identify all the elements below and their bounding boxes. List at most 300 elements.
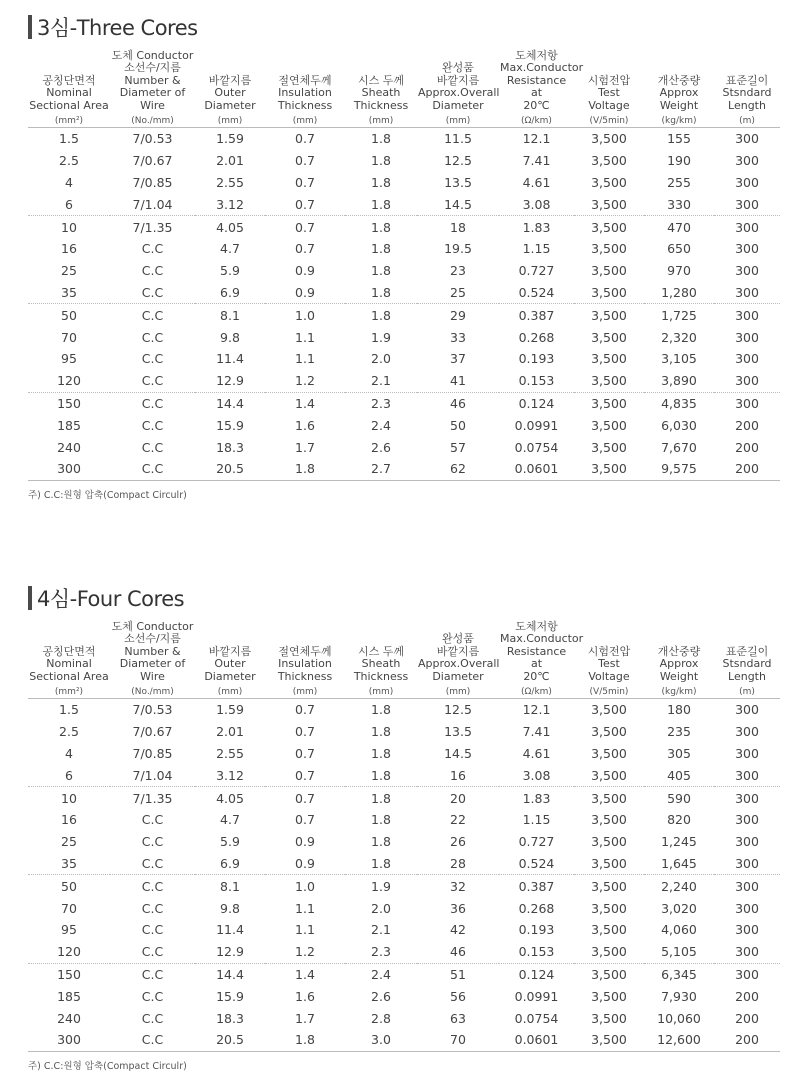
table-cell: 0.0991: [514, 988, 559, 1004]
header-line: 20℃: [523, 98, 550, 112]
spec-table: [28, 617, 780, 1052]
table-cell: 3,500: [591, 196, 627, 212]
table-cell: 3,500: [591, 767, 627, 783]
table-cell: 0.7: [295, 131, 315, 147]
table-cell: 3,500: [574, 1029, 644, 1051]
table-cell: 0.9: [295, 263, 315, 279]
table-cell: 3,500: [591, 922, 627, 938]
table-cell: 8.1: [195, 304, 265, 326]
table-cell: 3,105: [661, 351, 697, 367]
header-line: Diameter: [204, 98, 256, 112]
header-korean: 공칭단면적: [42, 73, 96, 87]
table-row: [28, 853, 780, 875]
unit-cell: (Ω/km): [499, 685, 574, 699]
table-cell: 0.0991: [514, 417, 559, 433]
table-cell: 5.9: [220, 263, 240, 279]
table-cell: 1,645: [661, 855, 697, 871]
table-cell: 28: [450, 855, 466, 871]
table-cell: 300: [735, 329, 759, 345]
table-cell: 6,345: [644, 963, 714, 985]
column-header: [714, 46, 780, 114]
unit-cell: (mm²): [28, 685, 110, 699]
table-cell: 50: [28, 875, 110, 897]
table-cell: 1.0: [265, 875, 345, 897]
header-line: Resistance at: [506, 644, 567, 670]
table-cell: 35: [61, 284, 77, 300]
table-cell: 235: [667, 724, 691, 740]
table-cell: 12.5: [444, 153, 472, 169]
table-cell: 300: [735, 196, 759, 212]
header-line: Approx.Overall: [418, 86, 500, 99]
header-korean: 도체저항: [515, 619, 558, 633]
table-cell: C.C: [141, 417, 164, 433]
table-cell: 7,930: [661, 988, 697, 1004]
table-row: [28, 260, 780, 282]
table-cell: 0.524: [518, 284, 555, 300]
table-cell: 155: [667, 131, 691, 147]
unit-cell: (mm): [195, 114, 265, 128]
table-cell: 0.9: [295, 284, 315, 300]
table-cell: C.C: [110, 963, 195, 985]
table-cell: 200: [735, 1010, 759, 1026]
header-korean: 표준길이: [725, 644, 769, 658]
column-header: [574, 617, 644, 685]
table-cell: 0.7: [295, 812, 315, 828]
table-cell: 6: [65, 196, 73, 212]
table-row: [28, 897, 780, 919]
table-row: [28, 326, 780, 348]
column-header: [714, 617, 780, 685]
header-line: Weight: [659, 98, 699, 112]
header-korean: 바깥지름: [208, 73, 252, 87]
table-cell: 7/0.53: [132, 131, 173, 147]
section-title: [28, 581, 780, 615]
table-cell: 3,500: [591, 834, 627, 850]
column-header: [417, 46, 499, 114]
table-cell: 0.727: [518, 834, 555, 850]
unit-cell: (mm): [345, 114, 417, 128]
table-cell: C.C: [141, 329, 164, 345]
table-cell: 1,280: [661, 284, 697, 300]
table-cell: 3,500: [574, 963, 644, 985]
table-cell: 300: [714, 963, 780, 985]
table-cell: 300: [735, 174, 759, 190]
table-cell: 4.05: [195, 787, 265, 809]
table-cell: 0.387: [499, 304, 574, 326]
header-line: Resistance at: [506, 73, 567, 99]
table-cell: 300: [714, 787, 780, 809]
table-cell: 9.8: [220, 329, 240, 345]
table-cell: 3,500: [574, 458, 644, 480]
title-bar-mark: [28, 586, 32, 610]
table-cell: 0.524: [518, 855, 555, 871]
table-cell: 300: [28, 458, 110, 480]
table-cell: 0.7: [295, 153, 315, 169]
table-cell: 0.124: [499, 963, 574, 985]
table-cell: 7/0.67: [132, 153, 173, 169]
table-cell: 0.7: [295, 702, 315, 718]
table-cell: 51: [417, 963, 499, 985]
table-cell: 16: [61, 241, 77, 257]
table-cell: 10: [28, 216, 110, 238]
table-cell: 3,500: [591, 174, 627, 190]
table-row: [28, 128, 780, 150]
table-cell: 2.5: [59, 153, 79, 169]
table-cell: 12,600: [644, 1029, 714, 1051]
table-cell: 185: [57, 988, 81, 1004]
table-cell: 2.01: [216, 153, 244, 169]
table-cell: 3,500: [574, 787, 644, 809]
column-header: [195, 617, 265, 685]
header-line: Approx.Overall: [418, 657, 500, 670]
table-cell: 3,500: [591, 241, 627, 257]
table-cell: 20.5: [195, 458, 265, 480]
table-cell: 1.1: [295, 922, 315, 938]
table-cell: C.C: [141, 284, 164, 300]
table-cell: 0.7: [295, 174, 315, 190]
table-cell: C.C: [110, 458, 195, 480]
header-line: Approx: [659, 86, 699, 99]
table-cell: 11.4: [216, 351, 244, 367]
header-line: Sectional Area: [29, 98, 109, 112]
column-header: [417, 617, 499, 685]
table-cell: 970: [667, 263, 691, 279]
header-line: Nominal: [46, 657, 92, 670]
table-cell: 3.08: [522, 196, 551, 212]
table-cell: 3,500: [591, 373, 627, 389]
table-row: [28, 238, 780, 260]
table-cell: C.C: [141, 373, 164, 389]
table-cell: 46: [417, 392, 499, 414]
table-cell: 0.268: [518, 329, 555, 345]
table-cell: C.C: [141, 812, 164, 828]
header-korean: 시험전압: [587, 644, 631, 658]
table-cell: 300: [735, 373, 759, 389]
table-cell: 2.6: [371, 439, 391, 455]
column-header: [574, 46, 644, 114]
column-header: [110, 617, 195, 685]
table-cell: 10,060: [657, 1010, 701, 1026]
table-row: [28, 919, 780, 941]
header-korean: 도체 Conductor: [111, 619, 194, 633]
header-line: 소선수/지름: [124, 61, 181, 74]
table-cell: 150: [28, 963, 110, 985]
table-cell: 1.8: [371, 196, 391, 212]
table-cell: 590: [644, 787, 714, 809]
header-korean: 공칭단면적: [42, 644, 96, 658]
table-cell: 300: [735, 745, 759, 761]
table-cell: 2.3: [371, 944, 391, 960]
unit-cell: (mm): [417, 114, 499, 128]
table-row: [28, 216, 780, 238]
table-row: [28, 392, 780, 414]
header-line: Insulation: [278, 657, 332, 670]
units-row: [28, 114, 780, 128]
header-line: Test: [598, 86, 620, 99]
table-cell: 1.8: [371, 745, 391, 761]
table-cell: C.C: [141, 900, 164, 916]
table-cell: 7.41: [522, 153, 551, 169]
table-cell: 7/1.35: [110, 216, 195, 238]
table-cell: 14.4: [195, 963, 265, 985]
table-row: [28, 172, 780, 194]
header-line: Outer: [214, 657, 246, 670]
table-cell: 1.1: [295, 351, 315, 367]
table-cell: 200: [735, 988, 759, 1004]
table-cell: 2.01: [216, 724, 244, 740]
header-line: Length: [728, 98, 766, 112]
unit-cell: (No./mm): [110, 114, 195, 128]
table-cell: 120: [57, 944, 81, 960]
table-cell: 7/0.67: [132, 724, 173, 740]
table-cell: 255: [667, 174, 691, 190]
table-cell: 2.4: [371, 417, 391, 433]
table-cell: 7/1.04: [132, 196, 173, 212]
table-cell: 1.6: [295, 988, 315, 1004]
table-cell: 0.193: [518, 922, 555, 938]
header-line: 바깥지름: [436, 644, 480, 658]
table-cell: 95: [61, 922, 77, 938]
table-cell: 0.7: [295, 745, 315, 761]
table-cell: 1.8: [371, 767, 391, 783]
column-header: [28, 617, 110, 685]
table-cell: 8.1: [195, 875, 265, 897]
spec-table: [28, 46, 780, 481]
table-cell: 63: [450, 1010, 466, 1026]
table-cell: 200: [735, 417, 759, 433]
table-cell: 14.4: [195, 392, 265, 414]
table-cell: 4,835: [644, 392, 714, 414]
table-cell: 1.9: [345, 875, 417, 897]
header-korean: 개산중량: [657, 644, 701, 658]
table-cell: 1.8: [371, 834, 391, 850]
table-cell: 2.6: [371, 988, 391, 1004]
table-cell: 300: [735, 702, 759, 718]
table-cell: 305: [667, 745, 691, 761]
table-cell: 1.8: [371, 284, 391, 300]
table-cell: 20.5: [195, 1029, 265, 1051]
section-title-text: 4심-Four Cores: [37, 587, 185, 611]
header-line: Sectional Area: [29, 669, 109, 683]
table-row: [28, 699, 780, 721]
footnote: 주) C.C:원형 압축(Compact Circulr): [28, 1060, 187, 1072]
table-cell: 33: [450, 329, 466, 345]
section-title: [28, 10, 780, 44]
table-cell: 240: [57, 439, 81, 455]
header-row: [28, 46, 780, 114]
header-korean: 개산중량: [657, 73, 701, 87]
header-line: Diameter of Wire: [119, 657, 186, 683]
table-cell: 70: [417, 1029, 499, 1051]
table-cell: 1.8: [371, 153, 391, 169]
table-cell: 150: [28, 392, 110, 414]
table-cell: 62: [417, 458, 499, 480]
table-row: [28, 743, 780, 765]
table-row: [28, 875, 780, 897]
header-korean: 표준길이: [725, 73, 769, 87]
table-cell: 0.0601: [499, 1029, 574, 1051]
table-cell: 10: [28, 787, 110, 809]
table-cell: 4: [65, 745, 73, 761]
column-header: [644, 617, 714, 685]
table-cell: 42: [450, 922, 466, 938]
table-cell: 2,320: [661, 329, 697, 345]
table-cell: C.C: [141, 351, 164, 367]
header-line: Approx: [659, 657, 699, 670]
table-cell: 1.5: [59, 131, 79, 147]
table-cell: 330: [667, 196, 691, 212]
table-cell: 200: [735, 439, 759, 455]
header-line: Diameter: [432, 669, 484, 683]
table-cell: 1.15: [522, 241, 551, 257]
table-cell: 4.61: [522, 174, 551, 190]
table-cell: 3,500: [591, 329, 627, 345]
table-cell: 4.7: [220, 241, 240, 257]
table-cell: 1.8: [371, 812, 391, 828]
header-line: Diameter of Wire: [119, 86, 186, 112]
table-cell: 1.8: [265, 458, 345, 480]
table-cell: 2.4: [345, 963, 417, 985]
table-cell: 300: [714, 216, 780, 238]
table-cell: 0.0601: [499, 458, 574, 480]
table-cell: 3,500: [591, 351, 627, 367]
header-line: Number &: [124, 644, 181, 658]
table-cell: 1.2: [295, 944, 315, 960]
table-cell: 3,020: [661, 900, 697, 916]
table-cell: 25: [450, 284, 466, 300]
header-korean: 시험전압: [587, 73, 631, 87]
table-cell: 1.83: [499, 787, 574, 809]
table-cell: 190: [667, 153, 691, 169]
table-cell: C.C: [141, 944, 164, 960]
table-cell: 3,890: [661, 373, 697, 389]
table-cell: 3,500: [591, 944, 627, 960]
column-header: [345, 46, 417, 114]
table-cell: 3,500: [574, 304, 644, 326]
table-cell: 14.5: [444, 196, 472, 212]
table-cell: 3,500: [591, 702, 627, 718]
header-line: Voltage: [588, 669, 630, 683]
header-korean: 바깥지름: [208, 644, 252, 658]
table-cell: 1.4: [265, 392, 345, 414]
table-cell: 9,575: [644, 458, 714, 480]
table-cell: 3,500: [591, 900, 627, 916]
unit-cell: (mm): [345, 685, 417, 699]
table-cell: C.C: [110, 392, 195, 414]
table-cell: 18.3: [216, 1010, 244, 1026]
table-cell: 4,060: [661, 922, 697, 938]
table-row: [28, 787, 780, 809]
table-cell: 300: [735, 834, 759, 850]
table-cell: 3,500: [574, 875, 644, 897]
table-cell: 12.1: [522, 131, 551, 147]
table-cell: 1.5: [59, 702, 79, 718]
section-title-text: 3심-Three Cores: [37, 16, 198, 40]
table-cell: 4: [65, 174, 73, 190]
table-row: [28, 370, 780, 392]
table-cell: 29: [417, 304, 499, 326]
unit-cell: (No./mm): [110, 685, 195, 699]
table-cell: 0.0754: [514, 1010, 559, 1026]
table-row: [28, 941, 780, 963]
table-cell: 0.9: [295, 855, 315, 871]
header-line: 20℃: [523, 669, 550, 683]
table-row: [28, 282, 780, 304]
table-cell: 7/0.85: [132, 745, 173, 761]
table-cell: C.C: [110, 304, 195, 326]
unit-cell: (V/5min): [574, 114, 644, 128]
table-cell: 1.6: [295, 417, 315, 433]
table-cell: 820: [667, 812, 691, 828]
table-row: [28, 764, 780, 786]
table-cell: 57: [450, 439, 466, 455]
table-row: [28, 721, 780, 743]
table-cell: 300: [714, 304, 780, 326]
unit-cell: (kg/km): [644, 114, 714, 128]
table-cell: 1.8: [371, 241, 391, 257]
table-cell: 300: [735, 922, 759, 938]
table-cell: 7/1.04: [132, 767, 173, 783]
header-line: Thickness: [353, 98, 409, 112]
column-header: [644, 46, 714, 114]
table-cell: 50: [450, 417, 466, 433]
table-cell: C.C: [141, 263, 164, 279]
header-line: Insulation: [278, 86, 332, 99]
table-cell: 25: [61, 263, 77, 279]
table-cell: 0.7: [265, 216, 345, 238]
column-header: [265, 46, 345, 114]
table-cell: 180: [667, 702, 691, 718]
table-cell: C.C: [141, 1010, 164, 1026]
table-row: [28, 809, 780, 831]
header-line: Weight: [659, 669, 699, 683]
table-cell: 20: [417, 787, 499, 809]
table-cell: 1.8: [371, 263, 391, 279]
table-cell: 3,500: [591, 724, 627, 740]
table-cell: 2.0: [371, 900, 391, 916]
table-cell: 3,500: [591, 153, 627, 169]
table-cell: 32: [417, 875, 499, 897]
unit-cell: (m): [714, 114, 780, 128]
table-cell: 0.387: [499, 875, 574, 897]
table-cell: 1.7: [295, 1010, 315, 1026]
table-cell: 2.7: [345, 458, 417, 480]
table-cell: 1.8: [345, 787, 417, 809]
table-cell: 2.1: [371, 373, 391, 389]
table-cell: 0.153: [518, 373, 555, 389]
header-line: Nominal: [46, 86, 92, 99]
table-cell: 1.1: [295, 329, 315, 345]
header-line: Stsndard: [722, 657, 772, 670]
table-cell: 3.08: [522, 767, 551, 783]
column-header: [499, 46, 584, 114]
table-cell: 1.83: [499, 216, 574, 238]
header-line: 바깥지름: [436, 73, 480, 87]
table-row: [28, 985, 780, 1007]
header-korean: 절연체두께: [278, 73, 332, 87]
table-cell: 1.9: [371, 329, 391, 345]
table-cell: 6.9: [220, 855, 240, 871]
table-cell: 0.153: [518, 944, 555, 960]
column-header: [195, 46, 265, 114]
table-cell: 0.9: [295, 834, 315, 850]
header-korean: 도체 Conductor: [111, 48, 194, 62]
unit-cell: (V/5min): [574, 685, 644, 699]
table-cell: 12.5: [444, 702, 472, 718]
table-cell: 1.1: [295, 900, 315, 916]
table-cell: 7/1.35: [110, 787, 195, 809]
table-cell: 3,500: [591, 417, 627, 433]
